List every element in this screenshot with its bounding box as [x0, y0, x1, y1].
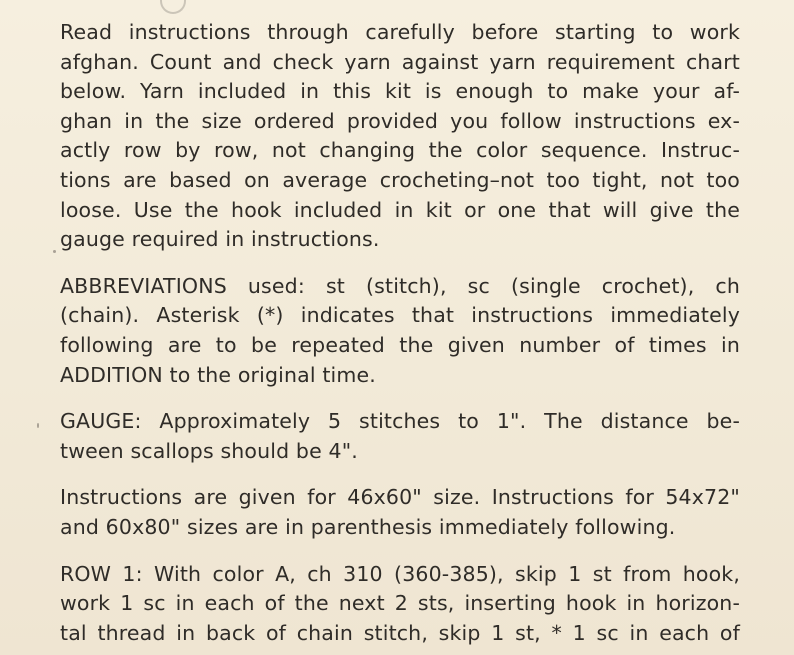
text-line: tions are based on average crocheting–not too tight, not too [60, 167, 740, 192]
sizes-paragraph [60, 483, 740, 542]
text-line: (chain). Asterisk (*) indicates that instructions immediately [60, 303, 740, 328]
intro-paragraph [60, 18, 740, 255]
text-line: afghan. Count and check yarn against yarn requirement chart [60, 49, 740, 74]
text-line: ADDITION to the original time. [60, 362, 376, 387]
text-line: Read instructions through carefully before starting to work [60, 20, 740, 44]
text-line: ghan in the size ordered provided you follow instructions ex- [60, 108, 740, 133]
text-line: tal thread in back of chain stitch, skip 1 st, * 1 sc in each of [60, 620, 740, 645]
text-line: ROW 1: With color A, ch 310 (360-385), skip 1 st from hook, [60, 561, 740, 586]
text-line: Instructions are given for 46x60" size. Instructions for 54x72" [60, 485, 740, 510]
text-line: work 1 sc in each of the next 2 sts, inserting hook in horizon- [60, 591, 740, 616]
pen-mark [160, 0, 186, 14]
gauge-paragraph [60, 407, 740, 466]
instructions-text [60, 18, 740, 655]
text-line: below. Yarn included in this kit is enough to make your af- [60, 79, 740, 104]
text-line: following are to be repeated the given number of times in [60, 332, 740, 357]
row-1-paragraph [60, 560, 740, 649]
text-line: and 60x80" sizes are in parenthesis immediately following. [60, 514, 676, 539]
text-line: gauge required in instructions. [60, 227, 380, 252]
text-line: ABBREVIATIONS used: st (stitch), sc (single crochet), ch [60, 273, 740, 298]
text-line: loose. Use the hook included in kit or one that will give the [60, 197, 740, 222]
text-line: GAUGE: Approximately 5 stitches to 1". The distance be- [60, 409, 740, 434]
paper-speck [53, 250, 56, 253]
abbreviations-paragraph [60, 272, 740, 390]
text-line: tween scallops should be 4". [60, 438, 358, 463]
paper-speck [37, 423, 39, 428]
text-line: actly row by row, not changing the color sequence. Instruc- [60, 138, 740, 163]
